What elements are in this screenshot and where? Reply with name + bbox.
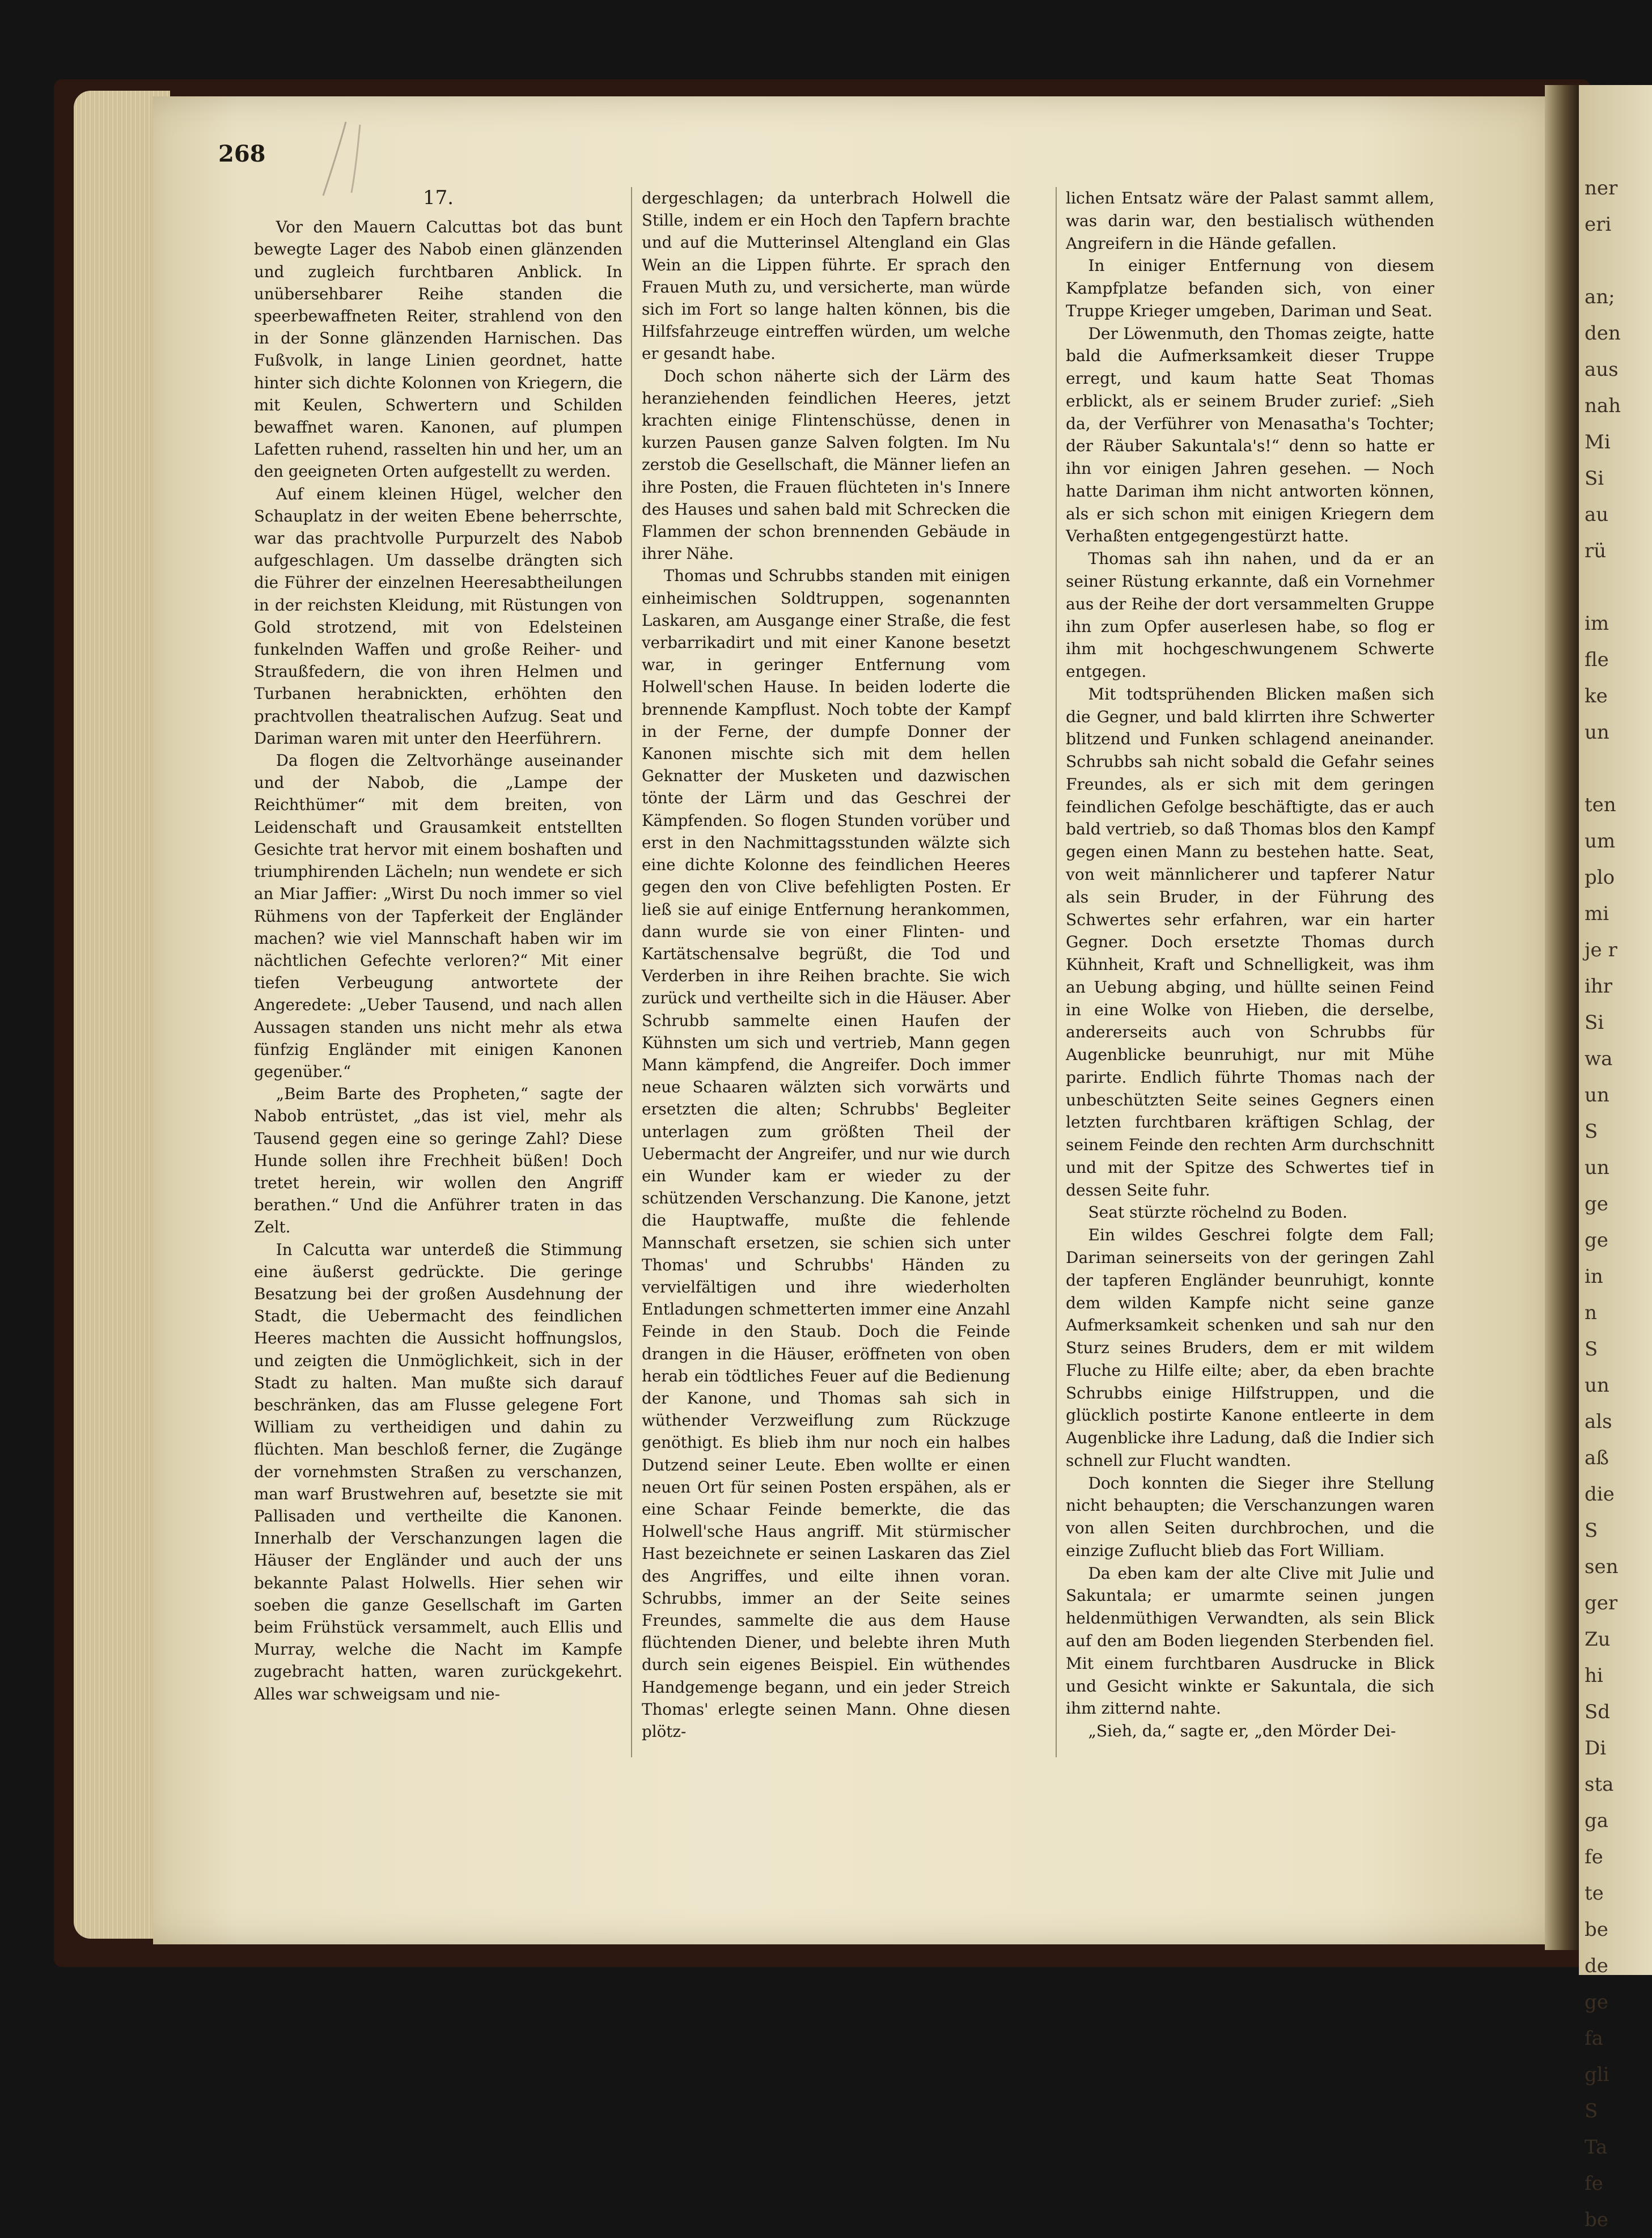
paragraph: Ein wildes Geschrei folgte dem Fall; Dariman seinerseits von der geringen Zahl der tapferen Engländer beunruhigt, konnte dem wilden Kampfe nicht seine ganze Aufmerksamkeit schenken und sah nur den Sturz seines Bruders, dem er mit wildem Fluche zu Hilfe eilte; aber, da eben brachte Schrubbs einige Hilfstruppen, und die glücklich postirte Kanone entleerte in dem Augenblicke ihre Ladung, daß die Indier sich schnell zur Flucht wandten.: [1066, 1226, 1434, 1470]
paragraph: Doch konnten die Sieger ihre Stellung nicht behaupten; die Verschanzungen waren von allen Seiten durchbrochen, und die einzige Zuflucht blieb das Fort William.: [1066, 1473, 1434, 1560]
facing-page-fragments: ner eri an; den aus nah Mi Si au rü im fle ke un ten um plo mi je r ihr Si wa un S un ge ge in n S un als aß die S sen ger Zu hi Sd Di sta ga fe te be de ge fa gli S Ta fe be: [1585, 177, 1621, 2231]
paragraph: Doch schon näherte sich der Lärm des heranziehenden feindlichen Heeres, jetzt krachten einige Flintenschüsse, denen in kurzen Pausen ganze Salven folgten. Im Nu zerstob die Gesellschaft, die Männer liefen an ihre Posten, die Frauen flüchteten in's Innere des Hauses und sahen bald mit Schrecken die Flammen der schon brennenden Gebäude in ihrer Nähe.: [642, 366, 1010, 563]
paragraph: Seat stürzte röchelnd zu Boden.: [1088, 1203, 1348, 1222]
column-rule: [1056, 187, 1057, 1757]
paragraph: Da flogen die Zeltvorhänge auseinander und der Nabob, die „Lampe der Reichthümer“ mit dem breiten, von Leidenschaft und Grausamkeit entstellten Gesichte trat hervor mit einem boshaften und triumphirenden Lächeln; nun wendete er sich an Miar Jaffier: „Wirst Du noch immer so viel Rühmens von der Tapferkeit der Engländer machen? wie viel Mannschaft haben wir im nächtlichen Gefechte verloren?“ Mit einer tiefen Verbeugung antwortete der Angeredete: „Ueber Tausend, und nach allen Aussagen standen uns nicht mehr als etwa fünfzig Engländer mit einigen Kanonen gegenüber.“: [254, 751, 622, 1081]
paragraph: Vor den Mauern Calcuttas bot das bunt bewegte Lager des Nabob einen glänzenden und zugleich furchtbaren Anblick. In unübersehbarer Reihe standen die speerbewaffneten Reiter, strahlend von den in der Sonne glänzenden Harnischen. Das Fußvolk, in lange Linien geordnet, hatte hinter sich dichte Kolonnen von Kriegern, die mit Keulen, Schwertern und Schilden bewaffnet waren. Kanonen, auf plumpen Lafetten ruhend, rasselten hin und her, um an den geeigneten Orten aufgestellt zu werden.: [254, 218, 622, 481]
text-column-1: [254, 187, 622, 1763]
paragraph: Thomas sah ihn nahen, und da er an seiner Rüstung erkannte, daß ein Vornehmer aus der Reihe der dort versammelten Gruppe ihn zum Opfer auserlesen habe, so flog er ihm mit hochgeschwungenem Schwerte entgegen.: [1066, 549, 1434, 681]
paragraph: Auf einem kleinen Hügel, welcher den Schauplatz in der weiten Ebene beherrschte, war das prachtvolle Purpurzelt des Nabob aufgeschlagen. Um dasselbe drängten sich die Führer der einzelnen Heeresabtheilungen in der reichsten Kleidung, mit Rüstungen von Gold strotzend, mit von Edelsteinen funkelnden Waffen und große Reiher- und Straußfedern, die von ihren Helmen und Turbanen herabnickten, erhöhten den prachtvollen theatralischen Aufzug. Seat und Dariman waren mit unter den Heerführern.: [254, 484, 622, 748]
book-gutter: [1545, 85, 1579, 1950]
column-rule: [631, 187, 632, 1757]
paragraph: dergeschlagen; da unterbrach Holwell die Stille, indem er ein Hoch den Tapfern brachte und auf die Mutterinsel Altengland ein Glas Wein an die Lippen führte. Er sprach den Frauen Muth zu, und versicherte, man würde sich im Fort so lange halten können, bis die Hilfsfahrzeuge eintreffen würden, um welche er gesandt habe.: [642, 189, 1010, 363]
paragraph: Mit todtsprühenden Blicken maßen sich die Gegner, und bald klirrten ihre Schwerter blitzend und Funken schlagend aneinander. Schrubbs sah nicht sobald die Gefahr seines Freundes, als er sich mit dem geringen feindlichen Gefolge beschäftigte, das er auch bald vertrieb, so daß Thomas blos den Kampf gegen einen Mann zu bestehen hatte. Seat, von weit männlicherer und tapferer Natur als sein Bruder, in der Führung des Schwertes sehr erfahren, war ein harter Gegner. Doch ersetzte Thomas durch Kühnheit, Kraft und Schnelligkeit, was ihm an Uebung abging, und hüllte seinen Feind in eine Wolke von Hieben, die derselbe, andererseits auch von Schrubbs für Augenblicke beunruhigt, nur mit Mühe parirte. Endlich führte Thomas nach der unbeschützten Seite seines Gegners einen letzten furchtbaren kräftigen Schlag, der seinem Feinde den rechten Arm durchschnitt und mit der Spitze des Schwertes tief in dessen Seite fuhr.: [1066, 684, 1434, 1199]
page-number: 268: [218, 141, 266, 167]
text-column-3: [1066, 187, 1434, 1763]
text-column-2: [642, 187, 1010, 1763]
paragraph: Da eben kam der alte Clive mit Julie und Sakuntala; er umarmte seinen jungen heldenmüthigen Verwandten, als sein Blick auf den am Boden liegenden Sterbenden fiel. Mit einem furchtbaren Ausdrucke in Blick und Gesicht winkte er Sakuntala, die sich ihm zitternd nahte.: [1066, 1563, 1434, 1718]
chapter-number: 17.: [422, 186, 454, 209]
paragraph: In Calcutta war unterdeß die Stimmung eine äußerst gedrückte. Die geringe Besatzung bei der großen Ausdehnung der Stadt, die Uebermacht des feindlichen Heeres machten die Aussicht hoffnungslos, und zeigten die Unmöglichkeit, sich in der Stadt zu halten. Man mußte sich darauf beschränken, das am Flusse gelegene Fort William zu vertheidigen und dahin zu flüchten. Man beschloß ferner, die Zugänge der vornehmsten Straßen zu verschanzen, man warf Brustwehren auf, besetzte sie mit Pallisaden und vertheilte die Kanonen. Innerhalb der Verschanzungen lagen die Häuser der Engländer und auch der uns bekannte Palast Holwells. Hier sehen wir soeben die ganze Gesellschaft im Garten beim Frühstück versammelt, auch Ellis und Murray, welche die Nacht im Kampfe zugebracht hatten, waren zurückgekehrt. Alles war schweigsam und nie-: [254, 1240, 622, 1703]
paragraph: „Beim Barte des Propheten,“ sagte der Nabob entrüstet, „das ist viel, mehr als Tausend gegen eine so geringe Zahl? Diese Hunde sollen ihre Frechheit büßen! Doch tretet herein, wir wollen den Angriff berathen.“ Und die Anführer traten in das Zelt.: [254, 1084, 622, 1237]
paragraph: Thomas und Schrubbs standen mit einigen einheimischen Soldtruppen, sogenannten Laskaren, am Ausgange einer Straße, die fest verbarrikadirt und mit einer Kanone besetzt war, in geringer Entfernung vom Holwell'schen Hause. In beiden loderte die brennende Kampflust. Noch tobte der Kampf in der Ferne, der dumpfe Donner der Kanonen mischte sich mit dem hellen Geknatter der Musketen und dazwischen tönte der Lärm und das Geschrei der Kämpfenden. So flogen Stunden vorüber und erst in den Nachmittagsstunden wälzte sich eine dichte Kolonne des feindlichen Heeres gegen den von Clive befehligten Posten. Er ließ sie auf einige Entfernung herankommen, dann wurde sie von einer Flinten- und Kartätschensalve begrüßt, die Tod und Verderben in ihre Reihen brachte. Sie wich zurück und vertheilte sich in die Häuser. Aber Schrubb sammelte einen Haufen der Kühnsten um sich und vertrieb, Mann gegen Mann kämpfend, die Angreifer. Doch immer neue Schaaren wälzten sich vorwärts und ersetzten die alten; Schrubbs' Begleiter unterlagen zum größten Theil der Uebermacht der Angreifer, und nur wie durch ein Wunder kam er wieder zu der schützenden Verschanzung. Die Kanone, jetzt die Hauptwaffe, mußte die fehlende Mannschaft ersetzen, sie schien sich unter Thomas' und Schrubbs' Händen zu vervielfältigen und ihre wiederholten Entladungen schmetterten immer eine Anzahl Feinde in den Staub. Doch die Feinde drangen in die Häuser, eröffneten von oben herab ein tödtliches Feuer auf die Bedienung der Kanone, und Thomas sah sich in wüthender Verzweiflung zum Rückzuge genöthigt. Es blieb ihm nur noch ein halbes Dutzend seiner Leute. Eben wollte er einen neuen Ort für seinen Posten erspähen, als er eine Schaar Feinde bemerkte, die das Holwell'sche Haus angriff. Mit stürmischer Hast bezeichnete er seinen Laskaren das Ziel des Angriffes, und eilte ihnen voran. Schrubbs, immer an der Seite seines Freundes, sammelte die aus dem Hause flüchtenden Diener, und belebte ihren Muth durch sein eigenes Beispiel. Ein wüthendes Handgemenge begann, und ein jeder Streich Thomas' erlegte seinen Mann. Ohne diesen plötz-: [642, 566, 1010, 1741]
facing-page-edge: [1579, 85, 1652, 2231]
paragraph: lichen Entsatz wäre der Palast sammt allem, was darin war, den bestialisch wüthenden Angreifern in die Hände gefallen.: [1066, 189, 1434, 253]
paragraph: „Sieh, da,“ sagte er, „den Mörder Dei-: [1088, 1722, 1396, 1741]
paragraph: Der Löwenmuth, den Thomas zeigte, hatte bald die Aufmerksamkeit dieser Truppe erregt, und kaum hatte Seat Thomas erblickt, als er seinem Bruder zurief: „Sieh da, der Verführer von Menasatha's Tochter; der Räuber Sakuntala's!“ denn so hatte er ihn vor einigen Jahren gesehen. — Noch hatte Dariman ihm nicht antworten können, als er sich schon mit einigen Kriegern dem Verhaßten entgegengestürzt hatte.: [1066, 324, 1434, 546]
paragraph: In einiger Entfernung von diesem Kampfplatze befanden sich, von einer Truppe Krieger umgeben, Dariman und Seat.: [1066, 256, 1434, 320]
